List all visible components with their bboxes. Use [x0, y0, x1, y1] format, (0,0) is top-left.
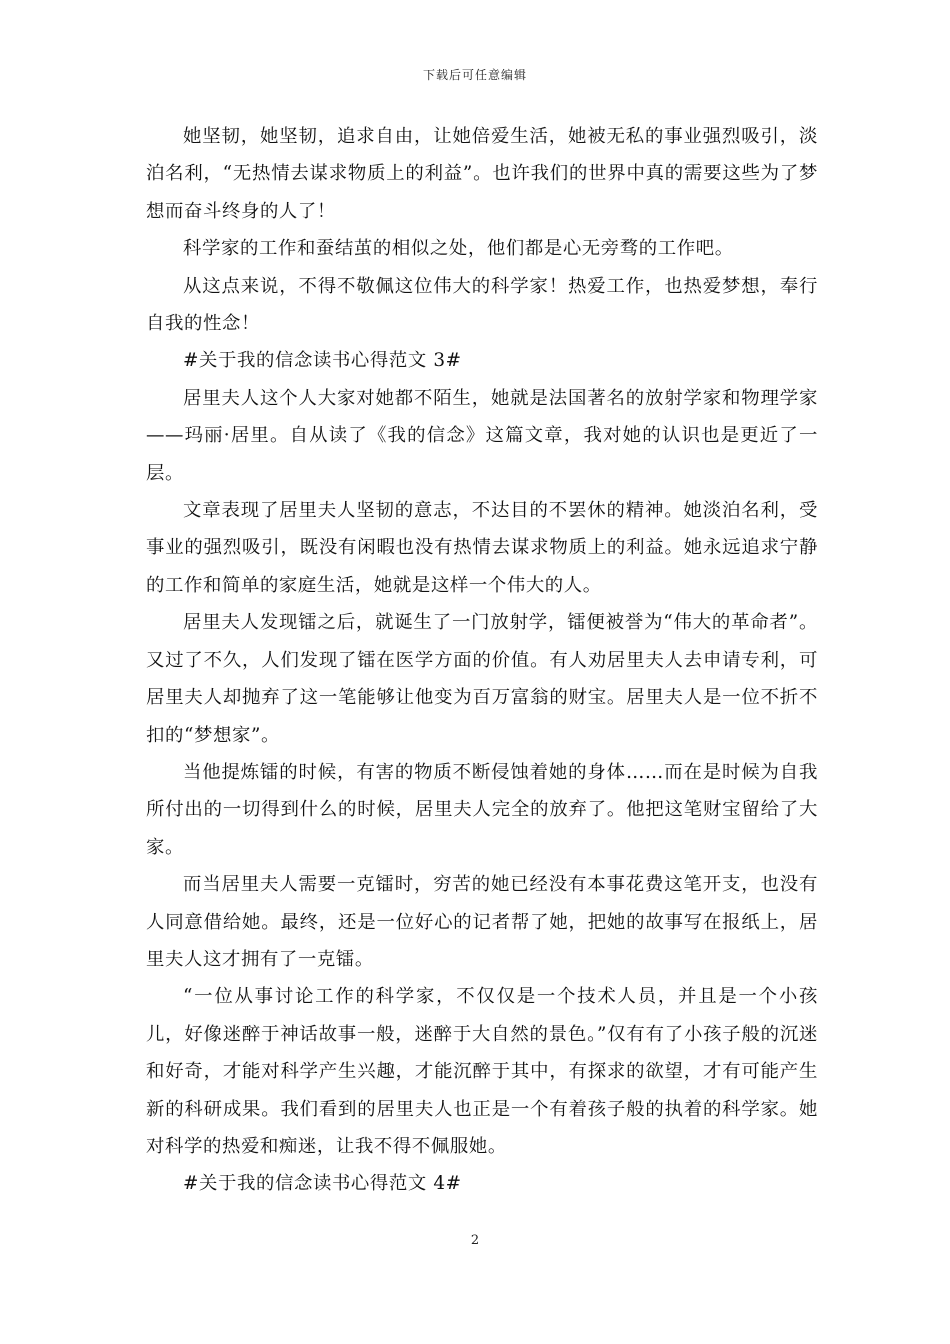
section-heading: #关于我的信念读书心得范文 3# [183, 350, 462, 372]
paragraph: 从这点来说，不得不敬佩这位伟大的科学家！热爱工作，也热爱梦想，奉行自我的性念！ [146, 275, 818, 335]
paragraph: 居里夫人发现镭之后，就诞生了一门放射学，镭便被誉为“伟大的革命者”。又过了不久，人们发现了镭在医学方面的价值。有人劝居里夫人去申请专利，可居里夫人却抛弃了这一笔能够让他变为百万富翁的财宝。居里夫人是一位不折不扣的“梦想家”。 [146, 612, 818, 746]
paragraph: 居里夫人这个人大家对她都不陌生，她就是法国著名的放射学家和物理学家——玛丽·居里。自从读了《我的信念》这篇文章，我对她的认识也是更近了一层。 [146, 387, 818, 484]
paragraph: 当他提炼镭的时候，有害的物质不断侵蚀着她的身体……而在是时候为自我所付出的一切得到什么的时候，居里夫人完全的放弃了。他把这笔财宝留给了大家。 [146, 761, 818, 858]
page-number: 2 [470, 1233, 480, 1248]
paragraph: 而当居里夫人需要一克镭时，穷苦的她已经没有本事花费这笔开支，也没有人同意借给她。最终，还是一位好心的记者帮了她，把她的故事写在报纸上，居里夫人这才拥有了一克镭。 [146, 874, 818, 970]
section-heading: #关于我的信念读书心得范文 4# [183, 1173, 462, 1195]
paragraph: “一位从事讨论工作的科学家，不仅仅是一个技术人员，并且是一个小孩儿，好像迷醉于神话故事一般，迷醉于大自然的景色。”仅有有了小孩子般的沉迷和好奇，才能对科学产生兴趣，才能沉醉于其中，有探求的欲望，才有可能产生新的科研成果。我们看到的居里夫人也正是一个有着孩子般的执着的科学家。她对科学的热爱和痴迷，让我不得不佩服她。 [146, 986, 818, 1157]
body-text [146, 118, 818, 1203]
paragraph: 她坚韧，她坚韧，追求自由，让她倍爱生活，她被无私的事业强烈吸引，淡泊名利，“无热情去谋求物质上的利益”。也许我们的世界中真的需要这些为了梦想而奋斗终身的人了！ [146, 126, 818, 222]
paragraph: 科学家的工作和蚕结茧的相似之处，他们都是心无旁骛的工作吧。 [183, 238, 734, 260]
page-header: 下载后可任意编辑 [422, 68, 527, 82]
paragraph: 文章表现了居里夫人坚韧的意志，不达目的不罢休的精神。她淡泊名利，受事业的强烈吸引，既没有闲暇也没有热情去谋求物质上的利益。她永远追求宁静的工作和简单的家庭生活，她就是这样一个伟大的人。 [146, 500, 818, 596]
